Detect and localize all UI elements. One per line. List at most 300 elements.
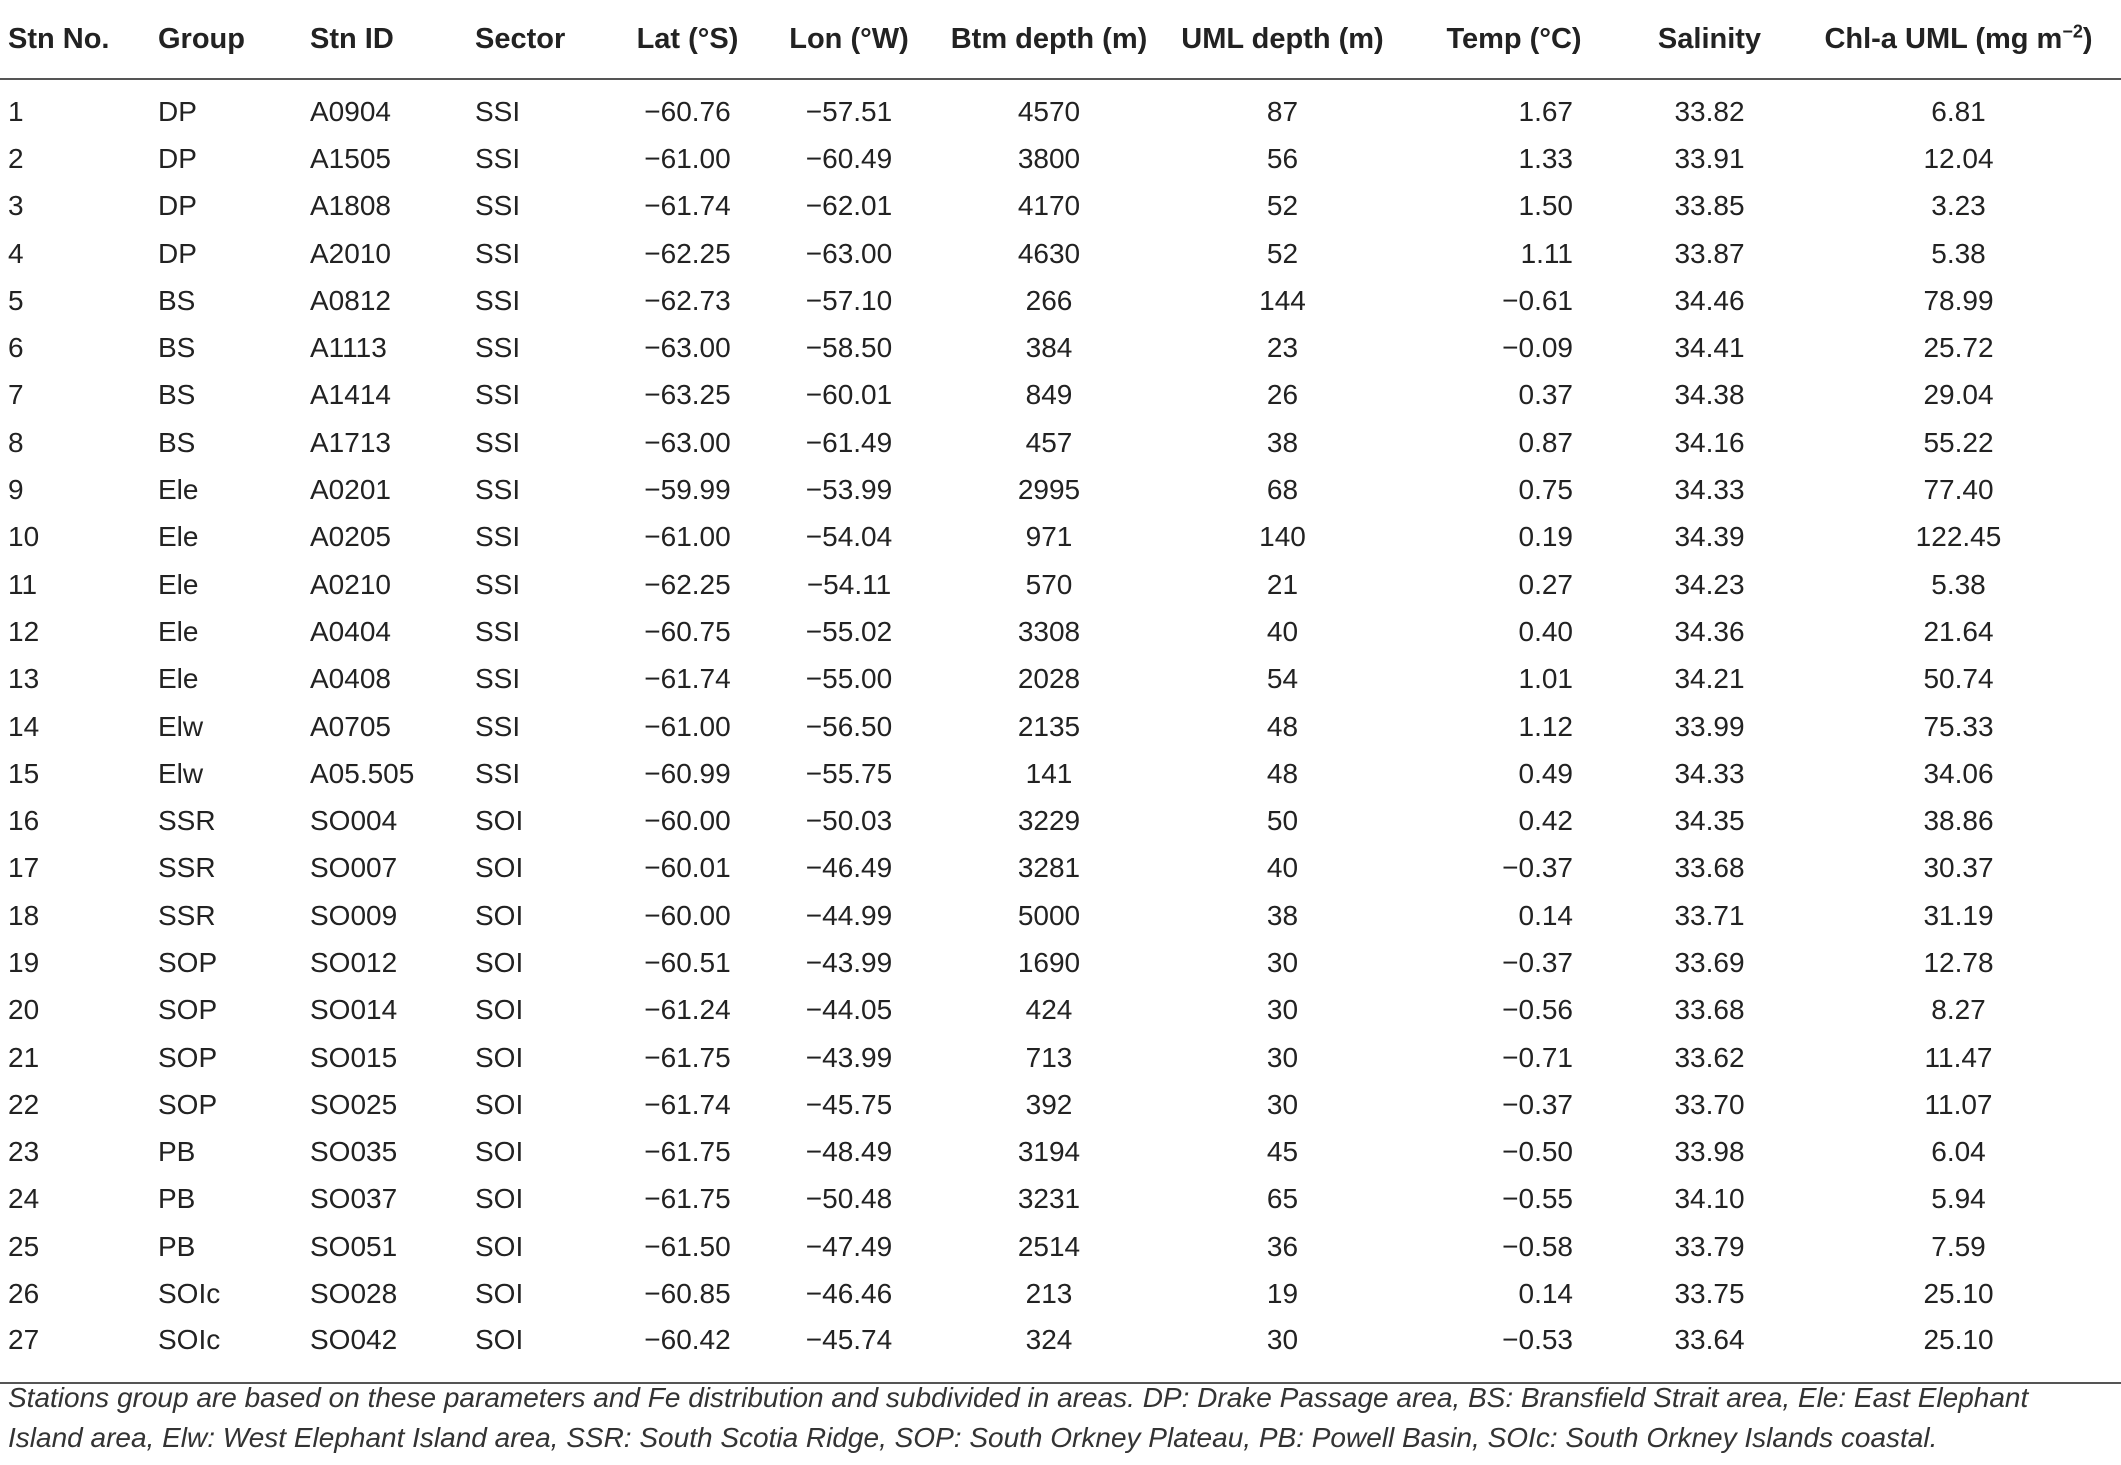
cell-stn-no: 13 bbox=[8, 663, 40, 695]
cell-lat: −63.00 bbox=[644, 426, 731, 458]
cell-group: Ele bbox=[158, 568, 199, 600]
cell-btm-depth: 3800 bbox=[1017, 142, 1081, 174]
cell-sector: SSI bbox=[475, 521, 521, 553]
cell-sector: SOI bbox=[475, 1318, 615, 1383]
cell-chl-a: 25.72 bbox=[1923, 332, 1994, 364]
cell-group: SOIc bbox=[158, 1318, 310, 1383]
cell-btm-depth: 3308 bbox=[1017, 615, 1081, 647]
cell-salinity: 33.79 bbox=[1674, 1230, 1745, 1262]
cell-stn-no: 12 bbox=[8, 615, 40, 647]
cell-lat: −61.00 bbox=[644, 521, 731, 553]
cell-temp: −0.58 bbox=[1502, 1230, 1573, 1262]
cell-btm-depth: 4570 bbox=[1017, 95, 1081, 127]
cell-lon: −48.49 bbox=[805, 1136, 893, 1168]
cell-group: SOP bbox=[158, 1041, 218, 1073]
cell-chl-a: 31.19 bbox=[1923, 899, 1994, 931]
cell-stn-no: 18 bbox=[8, 899, 40, 931]
cell-btm-depth: 3194 bbox=[1017, 1136, 1081, 1168]
cell-stn-id: A1713 bbox=[310, 426, 391, 458]
cell-group: SOIc bbox=[158, 1278, 221, 1310]
cell-lat: −60.51 bbox=[644, 946, 731, 978]
cell-lat: −61.74 bbox=[644, 1088, 731, 1120]
header-btm-depth: Btm depth (m) bbox=[938, 0, 1160, 79]
cell-lon: −53.99 bbox=[805, 474, 893, 506]
cell-lat: −61.75 bbox=[644, 1041, 731, 1073]
cell-group: Ele bbox=[158, 663, 199, 695]
table-row bbox=[0, 372, 2121, 419]
cell-lat: −60.85 bbox=[644, 1278, 731, 1310]
cell-salinity: 33.69 bbox=[1674, 946, 1745, 978]
cell-uml-depth: 36 bbox=[1266, 1230, 1299, 1262]
cell-uml-depth: 26 bbox=[1266, 379, 1299, 411]
cell-uml-depth: 52 bbox=[1266, 190, 1299, 222]
cell-btm-depth: 971 bbox=[1025, 521, 1073, 553]
cell-sector: SOI bbox=[475, 805, 524, 837]
header-chl-a-close: ) bbox=[2082, 22, 2093, 55]
cell-chl-a: 5.38 bbox=[1931, 568, 1986, 600]
cell-group: SOP bbox=[158, 994, 218, 1026]
cell-lat: −59.99 bbox=[644, 474, 731, 506]
header-stn-id: Stn ID bbox=[310, 0, 475, 79]
cell-group: SSR bbox=[158, 899, 216, 931]
cell-sector: SSI bbox=[475, 568, 521, 600]
cell-temp: −0.37 bbox=[1502, 852, 1573, 884]
table-row bbox=[0, 561, 2121, 608]
cell-stn-id: A0408 bbox=[310, 663, 391, 695]
cell-salinity: 34.10 bbox=[1674, 1183, 1745, 1215]
cell-sector: SOI bbox=[475, 1041, 524, 1073]
cell-chl-a: 11.47 bbox=[1924, 1041, 1993, 1073]
table-row bbox=[0, 1081, 2121, 1128]
header-chl-a-label: Chl-a UML (mg m bbox=[1824, 22, 2063, 55]
cell-temp: −0.50 bbox=[1502, 1136, 1573, 1168]
cell-chl-a: 8.27 bbox=[1931, 994, 1986, 1026]
cell-stn-no: 4 bbox=[8, 237, 24, 269]
cell-chl-a: 6.81 bbox=[1931, 95, 1986, 127]
cell-uml-depth: 140 bbox=[1259, 521, 1306, 553]
table-header-row bbox=[0, 0, 2121, 79]
cell-uml-depth: 54 bbox=[1266, 663, 1299, 695]
cell-lon: −46.46 bbox=[805, 1278, 893, 1310]
table-row bbox=[0, 939, 2121, 986]
header-chl-a-exponent: −2 bbox=[2062, 20, 2083, 41]
table-row bbox=[0, 230, 2121, 277]
cell-salinity: 33.82 bbox=[1674, 95, 1745, 127]
cell-lon: −63.00 bbox=[805, 237, 893, 269]
cell-stn-id: A1505 bbox=[310, 142, 391, 174]
cell-lon: −55.02 bbox=[805, 615, 893, 647]
table-row bbox=[0, 1034, 2121, 1081]
cell-btm-depth: 1690 bbox=[1017, 946, 1081, 978]
header-group: Group bbox=[158, 0, 310, 79]
cell-stn-no: 15 bbox=[8, 757, 40, 789]
cell-lat: −62.25 bbox=[644, 237, 731, 269]
cell-temp: 0.14 bbox=[1518, 899, 1573, 931]
cell-lat: −61.00 bbox=[644, 142, 731, 174]
cell-btm-depth: 424 bbox=[1025, 994, 1073, 1026]
cell-stn-id: SO028 bbox=[310, 1278, 398, 1310]
cell-uml-depth: 48 bbox=[1266, 710, 1299, 742]
cell-temp: 1.12 bbox=[1518, 710, 1573, 742]
cell-salinity: 33.70 bbox=[1674, 1088, 1745, 1120]
cell-btm-depth: 2028 bbox=[1017, 663, 1081, 695]
cell-temp: 1.11 bbox=[1520, 237, 1573, 269]
cell-lat: −63.25 bbox=[644, 379, 731, 411]
cell-lon: −60.01 bbox=[805, 379, 893, 411]
cell-lat: −61.00 bbox=[644, 710, 731, 742]
cell-temp: 0.37 bbox=[1518, 379, 1573, 411]
table-row bbox=[0, 656, 2121, 703]
cell-btm-depth: 213 bbox=[1025, 1278, 1073, 1310]
cell-uml-depth: 21 bbox=[1266, 568, 1299, 600]
header-chl-a bbox=[1796, 0, 2121, 79]
cell-chl-a: 25.10 bbox=[1796, 1318, 2121, 1383]
cell-chl-a: 77.40 bbox=[1923, 474, 1994, 506]
cell-lon: −57.10 bbox=[805, 284, 893, 316]
cell-group: PB bbox=[158, 1183, 196, 1215]
table-row bbox=[0, 514, 2121, 561]
header-stn-no: Stn No. bbox=[0, 0, 158, 79]
table-row bbox=[0, 1270, 2121, 1317]
header-salinity: Salinity bbox=[1623, 0, 1796, 79]
cell-salinity: 33.85 bbox=[1674, 190, 1745, 222]
cell-sector: SOI bbox=[475, 1230, 524, 1262]
table-row bbox=[0, 1223, 2121, 1270]
cell-temp: 1.50 bbox=[1518, 190, 1573, 222]
cell-group: BS bbox=[158, 332, 196, 364]
cell-salinity: 33.91 bbox=[1674, 142, 1745, 174]
cell-group: Ele bbox=[158, 521, 199, 553]
cell-lat: −62.25 bbox=[644, 568, 731, 600]
cell-stn-no: 22 bbox=[8, 1088, 40, 1120]
cell-stn-id: SO051 bbox=[310, 1230, 398, 1262]
cell-sector: SSI bbox=[475, 332, 521, 364]
cell-lon: −56.50 bbox=[805, 710, 893, 742]
cell-sector: SOI bbox=[475, 1183, 524, 1215]
cell-group: Elw bbox=[158, 710, 204, 742]
cell-lat: −60.99 bbox=[644, 757, 731, 789]
cell-lon: −57.51 bbox=[805, 95, 893, 127]
cell-stn-id: SO009 bbox=[310, 899, 398, 931]
cell-temp: 0.49 bbox=[1518, 757, 1573, 789]
cell-salinity: 34.21 bbox=[1674, 663, 1745, 695]
cell-sector: SOI bbox=[475, 1278, 524, 1310]
cell-group: DP bbox=[158, 95, 197, 127]
cell-stn-id: SO025 bbox=[310, 1088, 398, 1120]
cell-uml-depth: 30 bbox=[1266, 1088, 1299, 1120]
cell-btm-depth: 141 bbox=[1025, 757, 1073, 789]
cell-lat: −63.00 bbox=[644, 332, 731, 364]
cell-uml-depth: 48 bbox=[1266, 757, 1299, 789]
table-row bbox=[0, 1129, 2121, 1176]
table-row bbox=[0, 987, 2121, 1034]
cell-sector: SOI bbox=[475, 852, 524, 884]
cell-stn-no: 11 bbox=[8, 568, 38, 600]
cell-stn-no: 27 bbox=[0, 1318, 158, 1383]
table-row bbox=[0, 466, 2121, 513]
cell-uml-depth: 40 bbox=[1266, 852, 1299, 884]
cell-btm-depth: 4170 bbox=[1017, 190, 1081, 222]
cell-salinity: 33.71 bbox=[1674, 899, 1745, 931]
cell-uml-depth: 65 bbox=[1266, 1183, 1299, 1215]
cell-stn-id: SO004 bbox=[310, 805, 398, 837]
cell-temp: −0.37 bbox=[1502, 946, 1573, 978]
table-row bbox=[0, 1318, 2121, 1383]
cell-lon: −55.00 bbox=[805, 663, 893, 695]
cell-stn-id: A0904 bbox=[310, 95, 391, 127]
cell-btm-depth: 384 bbox=[1025, 332, 1073, 364]
cell-sector: SSI bbox=[475, 710, 521, 742]
cell-chl-a: 34.06 bbox=[1923, 757, 1994, 789]
cell-lon: −55.75 bbox=[805, 757, 893, 789]
cell-lon: −45.74 bbox=[760, 1318, 938, 1383]
cell-temp: −0.56 bbox=[1502, 994, 1573, 1026]
cell-stn-id: A0205 bbox=[310, 521, 391, 553]
cell-stn-no: 6 bbox=[8, 332, 24, 364]
cell-lat: −60.76 bbox=[644, 95, 731, 127]
cell-uml-depth: 30 bbox=[1160, 1318, 1405, 1383]
cell-uml-depth: 87 bbox=[1266, 95, 1299, 127]
cell-salinity: 34.35 bbox=[1674, 805, 1745, 837]
cell-stn-id: A0404 bbox=[310, 615, 391, 647]
cell-chl-a: 5.94 bbox=[1931, 1183, 1986, 1215]
cell-temp: −0.37 bbox=[1502, 1088, 1573, 1120]
cell-stn-id: A1414 bbox=[310, 379, 391, 411]
cell-group: Elw bbox=[158, 757, 204, 789]
cell-lon: −60.49 bbox=[805, 142, 893, 174]
cell-sector: SOI bbox=[475, 946, 524, 978]
cell-stn-id: A1113 bbox=[310, 332, 387, 364]
cell-stn-no: 19 bbox=[8, 946, 40, 978]
cell-stn-no: 24 bbox=[8, 1183, 40, 1215]
header-temp: Temp (°C) bbox=[1405, 0, 1623, 79]
cell-group: DP bbox=[158, 237, 197, 269]
cell-salinity: 33.99 bbox=[1674, 710, 1745, 742]
cell-salinity: 34.23 bbox=[1674, 568, 1745, 600]
cell-lon: −47.49 bbox=[805, 1230, 893, 1262]
cell-group: PB bbox=[158, 1136, 196, 1168]
table-body bbox=[0, 79, 2121, 1383]
cell-btm-depth: 457 bbox=[1025, 426, 1073, 458]
cell-stn-id: SO042 bbox=[310, 1318, 475, 1383]
cell-group: SOP bbox=[158, 1088, 218, 1120]
cell-lat: −61.50 bbox=[644, 1230, 731, 1262]
cell-lon: −46.49 bbox=[805, 852, 893, 884]
header-lon: Lon (°W) bbox=[760, 0, 938, 79]
cell-stn-no: 10 bbox=[8, 521, 40, 553]
cell-btm-depth: 570 bbox=[1025, 568, 1073, 600]
cell-uml-depth: 30 bbox=[1266, 946, 1299, 978]
cell-chl-a: 12.04 bbox=[1923, 142, 1994, 174]
cell-stn-no: 8 bbox=[8, 426, 24, 458]
cell-sector: SOI bbox=[475, 994, 524, 1026]
cell-salinity: 34.41 bbox=[1674, 332, 1745, 364]
cell-stn-no: 1 bbox=[8, 95, 24, 127]
cell-group: DP bbox=[158, 190, 197, 222]
cell-btm-depth: 392 bbox=[1025, 1088, 1073, 1120]
cell-lon: −45.75 bbox=[805, 1088, 893, 1120]
cell-temp: 0.40 bbox=[1518, 615, 1573, 647]
cell-btm-depth: 266 bbox=[1025, 284, 1073, 316]
header-lat: Lat (°S) bbox=[615, 0, 760, 79]
table-row bbox=[0, 183, 2121, 230]
cell-sector: SOI bbox=[475, 1136, 524, 1168]
cell-sector: SSI bbox=[475, 284, 521, 316]
cell-lon: −58.50 bbox=[805, 332, 893, 364]
cell-salinity: 33.64 bbox=[1623, 1318, 1796, 1383]
cell-salinity: 33.68 bbox=[1674, 852, 1745, 884]
cell-salinity: 34.33 bbox=[1674, 474, 1745, 506]
cell-sector: SSI bbox=[475, 190, 521, 222]
cell-lon: −54.11 bbox=[806, 568, 892, 600]
table-row bbox=[0, 845, 2121, 892]
cell-group: SOP bbox=[158, 946, 218, 978]
cell-lon: −50.03 bbox=[805, 805, 893, 837]
cell-group: BS bbox=[158, 426, 196, 458]
cell-chl-a: 29.04 bbox=[1923, 379, 1994, 411]
cell-temp: 0.75 bbox=[1518, 474, 1573, 506]
cell-lat: −60.00 bbox=[644, 899, 731, 931]
cell-salinity: 34.16 bbox=[1674, 426, 1745, 458]
cell-temp: −0.09 bbox=[1502, 332, 1573, 364]
cell-stn-id: SO035 bbox=[310, 1136, 398, 1168]
cell-chl-a: 50.74 bbox=[1923, 663, 1994, 695]
cell-stn-id: SO014 bbox=[310, 994, 398, 1026]
cell-stn-no: 17 bbox=[8, 852, 40, 884]
cell-sector: SSI bbox=[475, 615, 521, 647]
table-row bbox=[0, 1176, 2121, 1223]
cell-sector: SSI bbox=[475, 379, 521, 411]
table-row bbox=[0, 419, 2121, 466]
table-footnote: Stations group are based on these parameters and Fe distribution and subdivided in areas. DP: Drake Passage area, BS: Bransfield Strait area, Ele: East Elephant Island area, Elw: West Elephant Island area, SSR: South Scotia Ridge, SOP: South Orkney Plateau, PB: Powell Basin, SOIc: South Orkney Islands coastal. bbox=[8, 1382, 2029, 1453]
cell-temp: 0.14 bbox=[1518, 1278, 1573, 1310]
cell-chl-a: 11.07 bbox=[1924, 1088, 1993, 1120]
cell-btm-depth: 2135 bbox=[1017, 710, 1081, 742]
cell-temp: −0.55 bbox=[1502, 1183, 1573, 1215]
cell-btm-depth: 849 bbox=[1025, 379, 1073, 411]
cell-chl-a: 78.99 bbox=[1923, 284, 1994, 316]
cell-lat: −60.01 bbox=[644, 852, 731, 884]
cell-lon: −44.99 bbox=[805, 899, 893, 931]
cell-lon: −54.04 bbox=[805, 521, 893, 553]
cell-sector: SSI bbox=[475, 95, 521, 127]
cell-temp: 0.42 bbox=[1518, 805, 1573, 837]
table-row bbox=[0, 750, 2121, 797]
cell-stn-no: 3 bbox=[8, 190, 24, 222]
cell-chl-a: 12.78 bbox=[1923, 946, 1994, 978]
cell-sector: SOI bbox=[475, 899, 524, 931]
cell-stn-id: A0705 bbox=[310, 710, 391, 742]
cell-group: Ele bbox=[158, 474, 199, 506]
cell-btm-depth: 2995 bbox=[1017, 474, 1081, 506]
cell-group: BS bbox=[158, 284, 196, 316]
cell-uml-depth: 52 bbox=[1266, 237, 1299, 269]
cell-stn-no: 14 bbox=[8, 710, 40, 742]
cell-sector: SSI bbox=[475, 757, 521, 789]
cell-uml-depth: 23 bbox=[1266, 332, 1299, 364]
cell-lon: −62.01 bbox=[805, 190, 893, 222]
table-row bbox=[0, 324, 2121, 371]
cell-stn-no: 5 bbox=[8, 284, 24, 316]
cell-stn-no: 25 bbox=[8, 1230, 40, 1262]
cell-uml-depth: 68 bbox=[1266, 474, 1299, 506]
cell-chl-a: 6.04 bbox=[1931, 1136, 1986, 1168]
table-row bbox=[0, 135, 2121, 182]
table-row bbox=[0, 79, 2121, 135]
cell-btm-depth: 324 bbox=[938, 1318, 1160, 1383]
cell-uml-depth: 40 bbox=[1266, 615, 1299, 647]
cell-uml-depth: 38 bbox=[1266, 899, 1299, 931]
cell-group: BS bbox=[158, 379, 196, 411]
cell-temp: −0.71 bbox=[1502, 1041, 1573, 1073]
cell-stn-no: 23 bbox=[8, 1136, 40, 1168]
cell-lon: −50.48 bbox=[805, 1183, 893, 1215]
cell-salinity: 33.87 bbox=[1674, 237, 1745, 269]
cell-stn-no: 21 bbox=[8, 1041, 40, 1073]
cell-group: PB bbox=[158, 1230, 196, 1262]
cell-uml-depth: 30 bbox=[1266, 994, 1299, 1026]
cell-lat: −60.75 bbox=[644, 615, 731, 647]
header-uml-depth: UML depth (m) bbox=[1160, 0, 1405, 79]
cell-btm-depth: 3281 bbox=[1017, 852, 1081, 884]
cell-chl-a: 25.10 bbox=[1923, 1278, 1994, 1310]
cell-uml-depth: 144 bbox=[1259, 284, 1306, 316]
cell-chl-a: 21.64 bbox=[1923, 615, 1994, 647]
cell-lon: −43.99 bbox=[805, 946, 893, 978]
cell-lat: −60.42 bbox=[615, 1318, 760, 1383]
cell-temp: 1.01 bbox=[1518, 663, 1573, 695]
cell-chl-a: 30.37 bbox=[1923, 852, 1994, 884]
cell-salinity: 34.38 bbox=[1674, 379, 1745, 411]
cell-salinity: 34.33 bbox=[1674, 757, 1745, 789]
cell-stn-no: 7 bbox=[8, 379, 24, 411]
cell-chl-a: 3.23 bbox=[1931, 190, 1986, 222]
cell-sector: SSI bbox=[475, 474, 521, 506]
cell-stn-no: 16 bbox=[8, 805, 40, 837]
cell-chl-a: 122.45 bbox=[1915, 521, 2002, 553]
cell-stn-id: A05.505 bbox=[310, 757, 415, 789]
cell-stn-id: A2010 bbox=[310, 237, 391, 269]
cell-lat: −61.74 bbox=[644, 190, 731, 222]
cell-chl-a: 75.33 bbox=[1923, 710, 1994, 742]
table-row bbox=[0, 608, 2121, 655]
table-row bbox=[0, 892, 2121, 939]
cell-stn-no: 26 bbox=[8, 1278, 40, 1310]
cell-btm-depth: 2514 bbox=[1017, 1230, 1081, 1262]
cell-uml-depth: 19 bbox=[1266, 1278, 1299, 1310]
cell-btm-depth: 3231 bbox=[1017, 1183, 1081, 1215]
cell-lon: −43.99 bbox=[805, 1041, 893, 1073]
cell-salinity: 34.46 bbox=[1674, 284, 1745, 316]
cell-uml-depth: 30 bbox=[1266, 1041, 1299, 1073]
cell-stn-id: A0201 bbox=[310, 474, 391, 506]
cell-btm-depth: 3229 bbox=[1017, 805, 1081, 837]
cell-group: Ele bbox=[158, 615, 199, 647]
cell-sector: SSI bbox=[475, 426, 521, 458]
cell-stn-id: SO037 bbox=[310, 1183, 398, 1215]
cell-temp: 0.27 bbox=[1518, 568, 1573, 600]
cell-group: SSR bbox=[158, 805, 216, 837]
cell-lat: −61.74 bbox=[644, 663, 731, 695]
cell-sector: SSI bbox=[475, 663, 521, 695]
cell-salinity: 33.62 bbox=[1674, 1041, 1745, 1073]
cell-btm-depth: 713 bbox=[1025, 1041, 1073, 1073]
cell-temp: 0.87 bbox=[1518, 426, 1573, 458]
cell-stn-no: 20 bbox=[8, 994, 40, 1026]
cell-stn-id: A1808 bbox=[310, 190, 391, 222]
cell-lat: −61.24 bbox=[644, 994, 731, 1026]
cell-lon: −44.05 bbox=[805, 994, 893, 1026]
